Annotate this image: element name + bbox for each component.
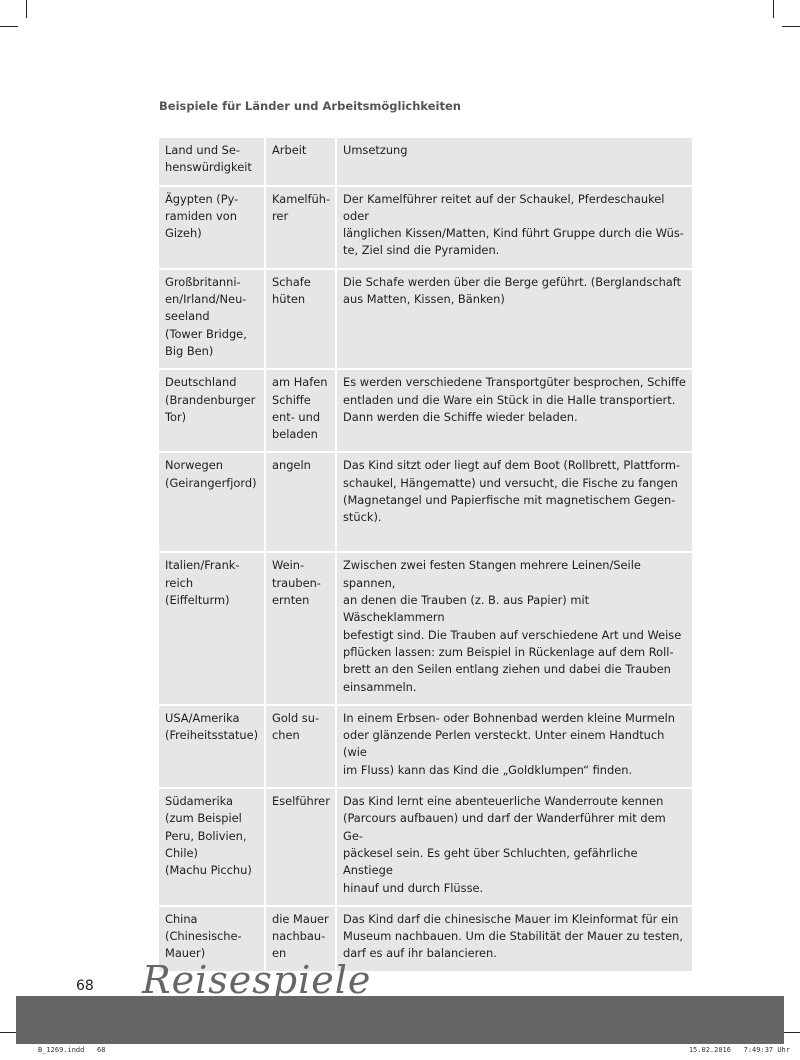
work-cell: Kamelfüh- rer	[266, 187, 337, 270]
header-cell-implementation: Umsetzung	[337, 138, 692, 187]
country-cell: USA/Amerika (Freiheitsstatue)	[159, 706, 266, 789]
country-cell: Südamerika (zum Beispiel Peru, Bolivien, Chile) (Machu Picchu)	[159, 789, 266, 907]
work-cell: Eselführer	[266, 789, 337, 907]
chapter-title: Reisespiele	[142, 958, 372, 1002]
work-cell: Gold su- chen	[266, 706, 337, 789]
work-cell: Wein- trauben- ernten	[266, 553, 337, 705]
page-heading: Beispiele für Länder und Arbeitsmöglichkeiten	[159, 99, 461, 113]
print-slug-file: B_1269.indd 68	[38, 1046, 106, 1054]
implementation-cell: Der Kamelführer reitet auf der Schaukel, Pferdeschaukel oder länglichen Kissen/Matten, Kind führt Gruppe durch die Wüs- te, Ziel sind die Pyramiden.	[337, 187, 692, 270]
implementation-cell: Das Kind sitzt oder liegt auf dem Boot (Rollbrett, Plattform- schaukel, Hängematte) und versucht, die Fische zu fangen (Magnetangel und Papierfische mit magnetischem Gegen- stück).	[337, 453, 692, 553]
crop-mark	[773, 0, 774, 18]
header-cell-work: Arbeit	[266, 138, 337, 187]
country-cell: Ägypten (Py- ramiden von Gizeh)	[159, 187, 266, 270]
implementation-cell: Zwischen zwei festen Stangen mehrere Leinen/Seile spannen, an denen die Trauben (z. B. aus Papier) mit Wäscheklammern befestigt sind. Die Trauben auf verschiedene Art und Weise pflücken lassen: zum Beispiel in Rückenlage auf dem Roll- brett an den Seilen entlang ziehen und dabei die Trauben einsammeln.	[337, 553, 692, 705]
table-row	[159, 553, 692, 705]
crop-mark	[0, 26, 18, 27]
page-number: 68	[76, 978, 94, 994]
table-row	[159, 270, 692, 370]
country-cell: China (Chinesische- Mauer)	[159, 907, 266, 971]
countries-table	[159, 138, 692, 971]
implementation-cell: Es werden verschiedene Transportgüter besprochen, Schiffe entladen und die Ware ein Stück in die Halle transportiert. Dann werden die Schiffe wieder beladen.	[337, 370, 692, 453]
country-cell: Großbritanni- en/Irland/Neu- seeland (Tower Bridge, Big Ben)	[159, 270, 266, 370]
work-cell: Schafe hüten	[266, 270, 337, 370]
table-row	[159, 187, 692, 270]
table-header-row	[159, 138, 692, 187]
footer-band	[16, 996, 784, 1044]
header-cell-country: Land und Se- henswürdigkeit	[159, 138, 266, 187]
work-cell: angeln	[266, 453, 337, 553]
implementation-cell: Die Schafe werden über die Berge geführt. (Berglandschaft aus Matten, Kissen, Bänken)	[337, 270, 692, 370]
table-row	[159, 706, 692, 789]
implementation-cell: Das Kind lernt eine abenteuerliche Wanderroute kennen (Parcours aufbauen) und darf der Wanderführer mit dem Ge- päckesel sein. Es geht über Schluchten, gefährliche Anstiege hinauf und durch Flüsse.	[337, 789, 692, 907]
crop-mark	[782, 26, 800, 27]
country-cell: Norwegen (Geirangerfjord)	[159, 453, 266, 553]
country-cell: Italien/Frank- reich (Eiffelturm)	[159, 553, 266, 705]
country-cell: Deutschland (Brandenburger Tor)	[159, 370, 266, 453]
implementation-cell: Das Kind darf die chinesische Mauer im Kleinformat für ein Museum nachbauen. Um die Stabilität der Mauer zu testen, darf es auf ihr balancieren.	[337, 907, 692, 971]
work-cell: die Mauer nachbau- en	[266, 907, 337, 971]
table-row	[159, 789, 692, 907]
print-slug-timestamp: 15.02.2016 7:49:37 Uhr	[688, 1046, 790, 1054]
table-row	[159, 370, 692, 453]
table-row	[159, 453, 692, 553]
work-cell: am Hafen Schiffe ent- und beladen	[266, 370, 337, 453]
crop-mark	[26, 0, 27, 18]
crop-mark	[782, 1032, 800, 1033]
implementation-cell: In einem Erbsen- oder Bohnenbad werden kleine Murmeln oder glänzende Perlen versteckt. Unter einem Handtuch (wie im Fluss) kann das Kind die „Goldklumpen“ finden.	[337, 706, 692, 789]
